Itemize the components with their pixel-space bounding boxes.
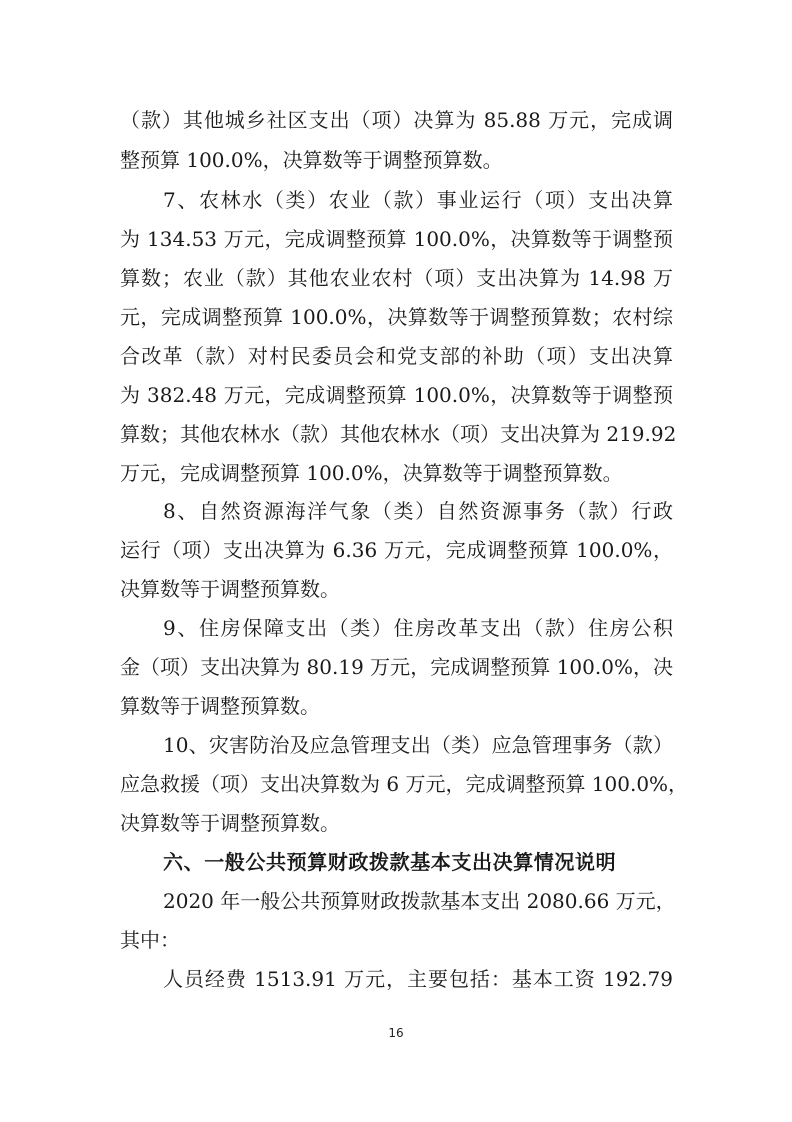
text-line: 万元，完成调整预算 100.0%，决算数等于调整预算数。 — [120, 461, 623, 485]
text-line: 为 134.53 万元，完成调整预算 100.0%，决算数等于调整预 — [120, 227, 673, 251]
text-line: 10、灾害防治及应急管理支出（类）应急管理事务（款） — [163, 733, 673, 757]
text-line: 算数；农业（款）其他农业农村（项）支出决算为 14.98 万 — [120, 266, 673, 290]
text-line: 算数；其他农林水（款）其他农林水（项）支出决算为 219.92 — [120, 422, 677, 446]
text-line: 算数等于调整预算数。 — [120, 694, 320, 718]
text-line: 其中： — [120, 928, 180, 952]
text-line: 8、自然资源海洋气象（类）自然资源事务（款）行政 — [163, 499, 673, 523]
text-line: 决算数等于调整预算数。 — [120, 811, 340, 835]
text-line: （款）其他城乡社区支出（项）决算为 85.88 万元，完成调 — [120, 108, 673, 132]
text-line: 元，完成调整预算 100.0%，决算数等于调整预算数；农村综 — [120, 305, 673, 329]
text-line: 整预算 100.0%，决算数等于调整预算数。 — [120, 148, 503, 172]
text-line: 人员经费 1513.91 万元，主要包括：基本工资 192.79 — [163, 967, 673, 991]
text-line: 7、农林水（类）农业（款）事业运行（项）支出决算 — [163, 188, 673, 212]
text-line: 为 382.48 万元，完成调整预算 100.0%，决算数等于调整预 — [120, 383, 673, 407]
text-line: 决算数等于调整预算数。 — [120, 577, 340, 601]
text-line: 合改革（款）对村民委员会和党支部的补助（项）支出决算 — [120, 344, 673, 368]
text-line: 2020 年一般公共预算财政拨款基本支出 2080.66 万元， — [163, 889, 676, 913]
text-line: 9、住房保障支出（类）住房改革支出（款）住房公积 — [163, 616, 673, 640]
text-line: 运行（项）支出决算为 6.36 万元，完成调整预算 100.0%， — [120, 538, 673, 562]
section-heading: 六、一般公共预算财政拨款基本支出决算情况说明 — [163, 850, 617, 874]
text-line: 应急救援（项）支出决算数为 6 万元，完成调整预算 100.0%， — [120, 772, 689, 796]
page-number: 16 — [388, 1026, 404, 1040]
text-line: 金（项）支出决算为 80.19 万元，完成调整预算 100.0%，决 — [120, 655, 673, 679]
